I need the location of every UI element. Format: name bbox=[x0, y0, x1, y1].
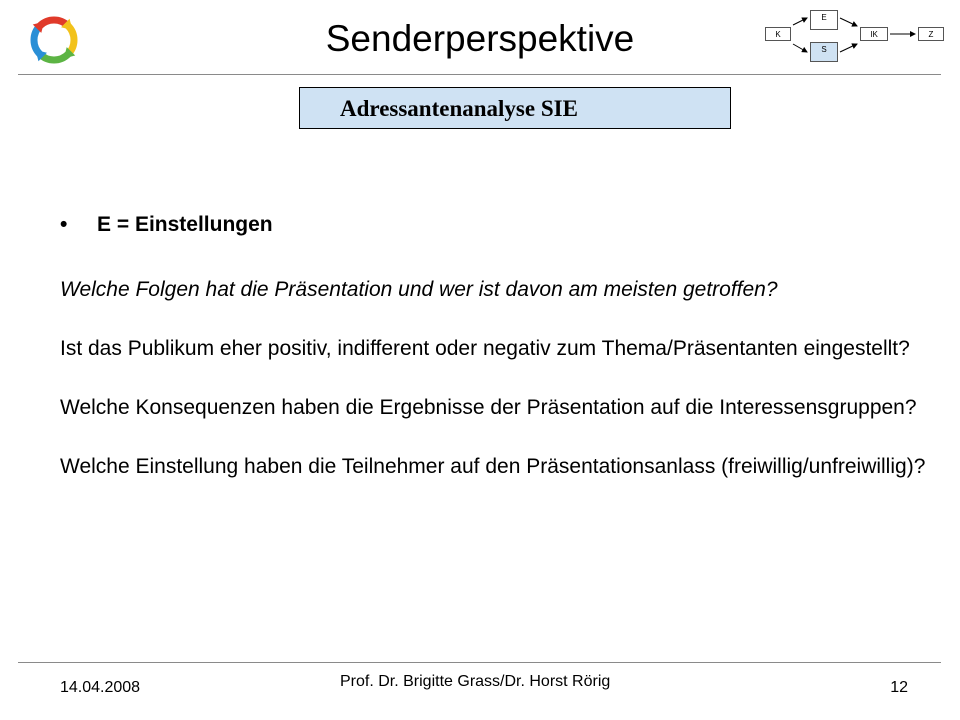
footer-authors: Prof. Dr. Brigitte Grass/Dr. Horst Rörig bbox=[340, 673, 611, 690]
flow-box-ik: IK bbox=[860, 27, 888, 41]
question-paragraph: Welche Konsequenzen haben die Ergebnisse der Präsentation auf die Interessensgruppen? bbox=[60, 396, 917, 419]
header-divider bbox=[18, 74, 941, 75]
bullet-text: E = Einstellungen bbox=[97, 213, 273, 236]
flow-box-k: K bbox=[765, 27, 791, 41]
question-paragraph: Welche Einstellung haben die Teilnehmer auf den Präsentationsanlass (freiwillig/unfreiwillig)? bbox=[60, 455, 926, 478]
section-banner: Adressantenanalyse SIE bbox=[299, 87, 731, 129]
footer-divider bbox=[18, 662, 941, 663]
flow-arrows bbox=[760, 6, 955, 68]
page-title: Senderperspektive bbox=[325, 18, 635, 59]
flow-box-s: S bbox=[810, 42, 838, 62]
bullet-icon: • bbox=[60, 213, 68, 236]
flow-box-e: E bbox=[810, 10, 838, 30]
footer-date: 14.04.2008 bbox=[60, 679, 141, 696]
bullet-heading bbox=[60, 213, 273, 237]
flow-diagram bbox=[760, 6, 955, 68]
question-paragraph: Ist das Publikum eher positiv, indifferent oder negativ zum Thema/Präsentanten eingestellt? bbox=[60, 337, 910, 360]
footer-page-number: 12 bbox=[890, 679, 908, 696]
question-paragraph: Welche Folgen hat die Präsentation und wer ist davon am meisten getroffen? bbox=[60, 278, 778, 301]
flow-box-z: Z bbox=[918, 27, 944, 41]
